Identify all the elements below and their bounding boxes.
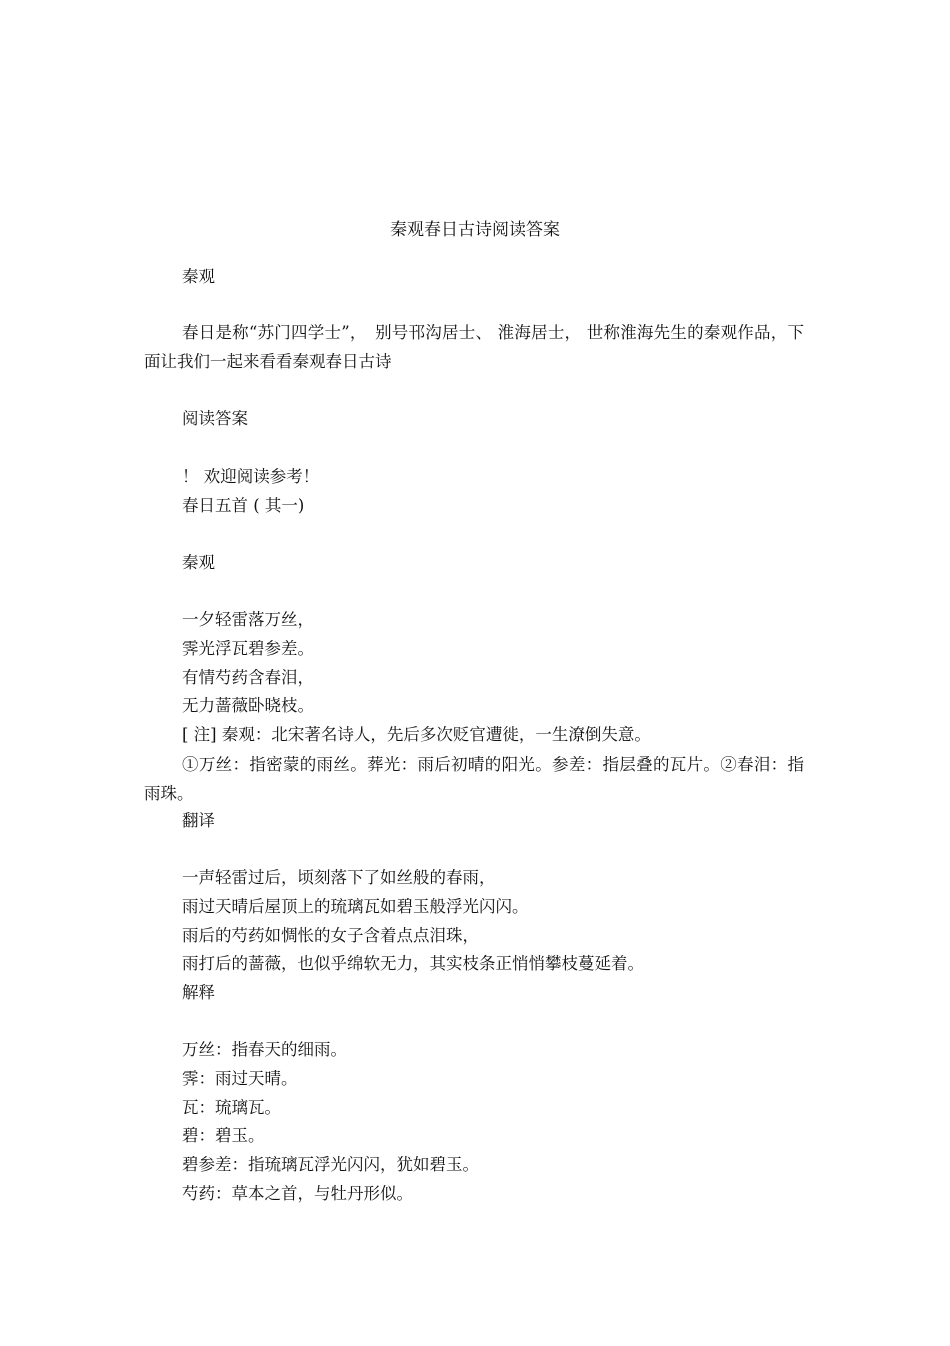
document-title: 秦观春日古诗阅读答案 — [390, 220, 560, 240]
author-line: 秦观 — [182, 267, 215, 286]
poem-line: 无力蔷薇卧晓枝。 — [182, 696, 314, 715]
explanation-line: 碧：碧玉。 — [182, 1126, 265, 1145]
explanation-heading: 解释 — [182, 983, 215, 1002]
poem-author: 秦观 — [182, 553, 215, 572]
poem-line: 霁光浮瓦碧参差。 — [182, 639, 314, 658]
note-line: [ 注] 秦观：北宋著名诗人，先后多次贬官遭徙，一生潦倒失意。 — [182, 725, 651, 744]
translation-heading: 翻译 — [182, 811, 215, 830]
translation-line: 雨打后的蔷薇，也似乎绵软无力，其实枝条正悄悄攀枝蔓延着。 — [182, 954, 644, 973]
explanation-line: 芍药：草本之首，与牡丹形似。 — [182, 1184, 413, 1203]
explanation-line: 碧参差：指琉璃瓦浮光闪闪，犹如碧玉。 — [182, 1155, 479, 1174]
intro-paragraph: 春日是称“苏门四学士”， 别号邗沟居士、 淮海居士， 世称淮海先生的秦观作品，下面让我们一起来看看秦观春日古诗 — [144, 323, 804, 371]
translation-line: 雨过天晴后屋顶上的琉璃瓦如碧玉般浮光闪闪。 — [182, 897, 529, 916]
translation-line: 雨后的芍药如惆怅的女子含着点点泪珠， — [182, 926, 479, 945]
translation-line: 一声轻雷过后，顷刻落下了如丝般的春雨， — [182, 868, 496, 887]
explanation-line: 万丝：指春天的细雨。 — [182, 1040, 347, 1059]
note-detail-paragraph: ①万丝：指密蒙的雨丝。葬光：雨后初晴的阳光。参差：指层叠的瓦片。②春泪：指雨珠。 — [144, 755, 804, 803]
explanation-line: 霁：雨过天晴。 — [182, 1069, 298, 1088]
reading-answer-heading: 阅读答案 — [182, 409, 248, 428]
poem-line: 有情芍药含春泪， — [182, 668, 314, 687]
poem-line: 一夕轻雷落万丝， — [182, 610, 314, 629]
poem-title: 春日五首 ( 其一) — [182, 496, 305, 515]
welcome-line: ！ 欢迎阅读参考！ — [182, 467, 320, 486]
explanation-line: 瓦：琉璃瓦。 — [182, 1098, 281, 1117]
